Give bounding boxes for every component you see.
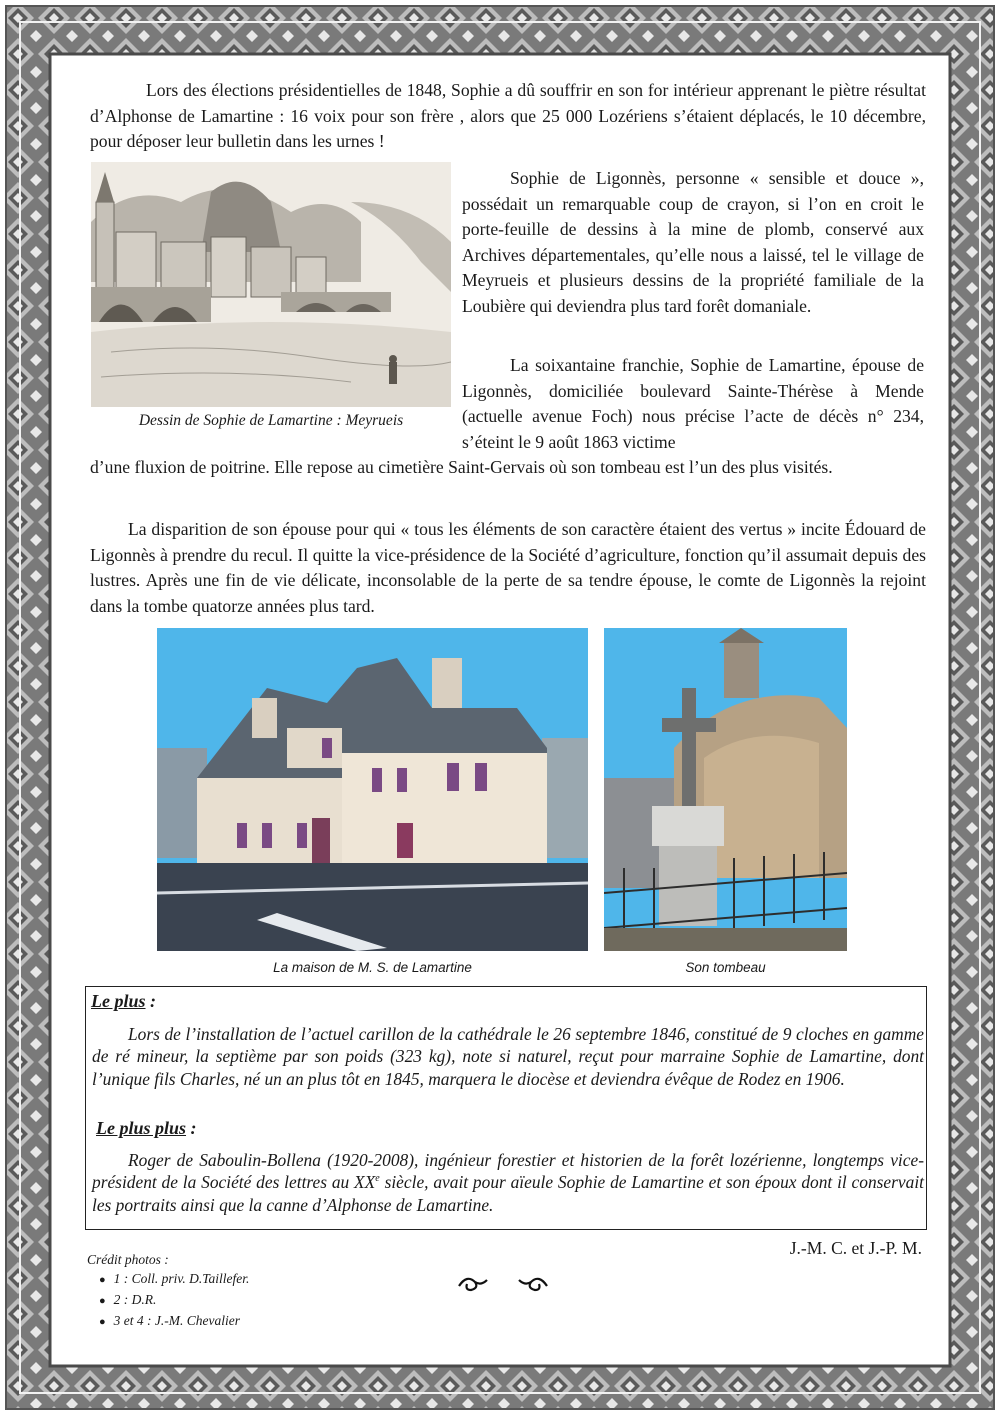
meyrueis-drawing: [91, 162, 451, 407]
tomb-photo: [604, 628, 847, 951]
credit-item: ● 3 et 4 : J.-M. Chevalier: [99, 1313, 249, 1329]
page-content: [58, 62, 942, 1358]
credit-item: ● 2 : D.R.: [99, 1292, 249, 1308]
le-plus-plus-heading: Le plus plus :: [96, 1118, 197, 1138]
paragraph-death: La soixantaine franchie, Sophie de Lamartine, épouse de Ligonnès, domiciliée boulevard Sainte-Thérèse à Mende (actuelle avenue Foch) nous précise l’acte de décès n° 234, s’éteint le 9 août 1863 victime: [462, 355, 924, 452]
fleuron-ornament-icon: [453, 1272, 553, 1296]
le-plus-heading: Le plus :: [91, 991, 157, 1011]
house-caption: La maison de M. S. de Lamartine: [273, 960, 472, 975]
house-photo: [157, 628, 588, 951]
credits-heading: Crédit photos :: [87, 1252, 169, 1267]
le-plus-plus-text: Roger de Saboulin-Bollena (1920-2008), ingénieur forestier et historien de la forêt lozérienne, longtemps vice-président de la Société des lettres au XXe siècle, avait pour aïeule Sophie de Lamartine et son époux dont il conservait les portraits ainsi que la canne d’Alphonse de Lamartine.: [92, 1150, 924, 1215]
le-plus-box: [85, 986, 927, 1230]
paragraph-elections: Lors des élections présidentielles de 1848, Sophie a dû souffrir en son for intérieur apprenant le piètre résultat d’Alphonse de Lamartine : 16 voix pour son frère , alors que 25 000 Lozériens s’étaient déplacés, le 10 décembre, pour déposer leur bulletin dans les urnes !: [90, 80, 926, 151]
drawing-caption: Dessin de Sophie de Lamartine : Meyrueis: [138, 412, 404, 429]
photo-credits: [87, 1252, 249, 1334]
tomb-caption: Son tombeau: [685, 960, 766, 975]
credit-item: ● 1 : Coll. priv. D.Taillefer.: [99, 1271, 249, 1287]
paragraph-drawings: Sophie de Ligonnès, personne « sensible et douce », possédait un remarquable coup de crayon, si l’on en croit le porte-feuille de dessins à la mine de plomb, conservé aux Archives départementales, qu’elle nous a laissé, tel le village de Meyrueis et plusieurs dessins de la propriété familiale de la Loubière qui deviendra plus tard forêt domaniale.: [462, 168, 924, 316]
le-plus-text: Lors de l’installation de l’actuel carillon de la cathédrale le 26 septembre 1846, constitué de 9 cloches en gamme de ré mineur, la septième par son poids (323 kg), note si naturel, reçut pour marraine Sophie de Lamartine, dont l’unique fils Charles, né un an plus tôt en 1845, marquera le diocèse et deviendra évêque de Rodez en 1906.: [92, 1024, 924, 1089]
authors-signature: J.-M. C. et J.-P. M.: [789, 1238, 922, 1258]
paragraph-widower: La disparition de son épouse pour qui « tous les éléments de son caractère étaient des vertus » incite Édouard de Ligonnès à prendre du recul. Il quitte la vice-présidence de la Société d’agriculture, fonction qu’il assumait depuis des lustres. Après une fin de vie délicate, inconsolable de la perte de sa tendre épouse, le comte de Ligonnès la rejoint dans la tombe quatorze années plus tard.: [90, 519, 926, 616]
paragraph-death-continued: d’une fluxion de poitrine. Elle repose au cimetière Saint-Gervais où son tombeau est l’un des plus visités.: [90, 457, 833, 477]
